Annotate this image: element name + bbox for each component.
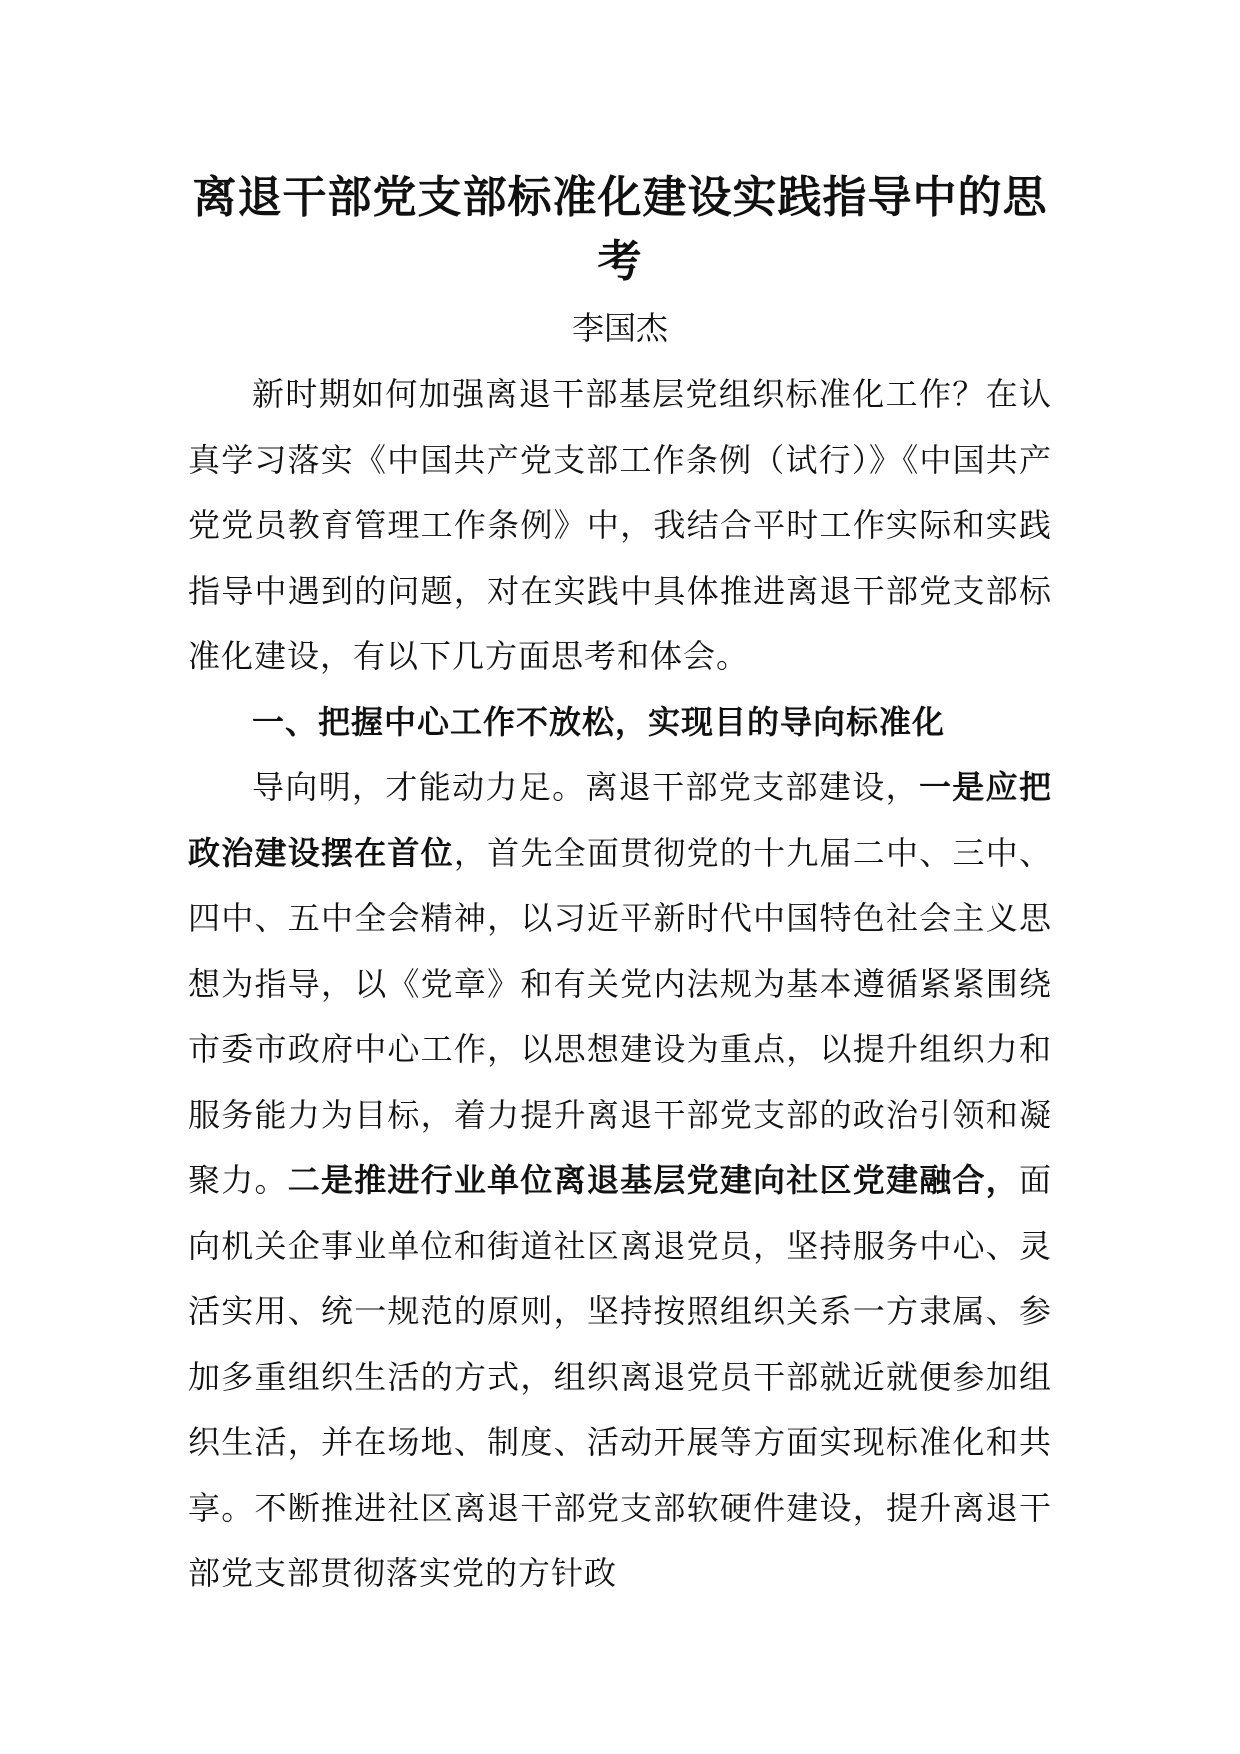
document-body [188, 166, 1052, 1607]
intro-paragraph: 新时期如何加强离退干部基层党组织标准化工作？在认真学习落实《中国共产党支部工作条例（试行）》《中国共产党党员教育管理工作条例》中，我结合平时工作实际和实践指导中遇到的问题，对在实践中具体推进离退干部党支部标准化建设，有以下几方面思考和体会。 [188, 375, 1052, 675]
section-heading: 一、把握中心工作不放松，实现目的导向标准化 [252, 702, 946, 741]
paragraph-text: 面向机关企事业单位和街道社区离退党员，坚持服务中心、灵活实用、统一规范的原则，坚持按照组织关系一方隶属、参加多重组织生活的方式，组织离退党员干部就近就便参加组织生活，并在场地、制度、活动开展等方面实现标准化和共享。不断推进社区离退干部党支部软硬件建设，提升离退干部党支部贯彻落实党的方针政 [188, 1161, 1052, 1592]
emphasis-text: 二是推进行业单位离退基层党建向社区党建融合， [287, 1161, 1019, 1199]
emphasis-text: 一是应把政治建设摆在首位 [188, 768, 1052, 872]
paragraph-text: 导向明，才能动力足。离退干部党支部建设， [252, 768, 919, 806]
paragraph-text: ，首先全面贯彻党的十九届二中、三中、四中、五中全会精神，以习近平新时代中国特色社会主义思想为指导，以《党章》和有关党内法规为基本遵循紧紧围绕市委市政府中心工作，以思想建设为重点，以提升组织力和服务能力为目标，着力提升离退干部党支部的政治引领和凝聚力。 [188, 833, 1052, 1199]
section-paragraph [188, 755, 1052, 1607]
document-title: 离退干部党支部标准化建设实践指导中的思考 [192, 172, 1048, 287]
document-author: 李国杰 [571, 309, 668, 347]
